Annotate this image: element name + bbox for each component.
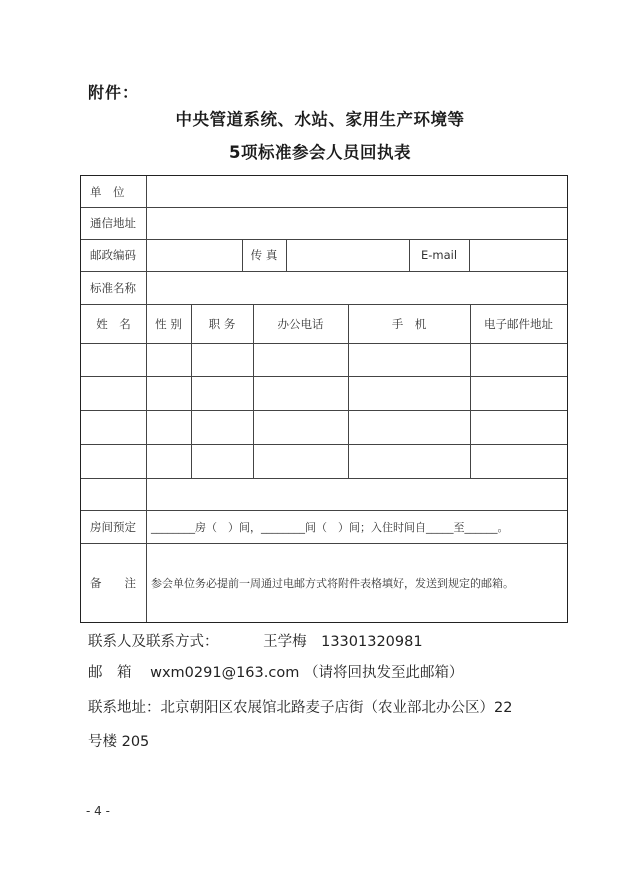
email-label: E-mail bbox=[420, 248, 458, 262]
room-reservation-label: 房间预定 bbox=[90, 519, 136, 534]
standard-name-label: 标准名称 bbox=[90, 280, 136, 295]
column-header-office-phone: 办公电话 bbox=[277, 316, 324, 331]
remarks-label: 备 注 bbox=[90, 575, 136, 590]
address-label: 通信地址 bbox=[90, 216, 136, 230]
document-title-line-1: 中央管道系统、水站、家用生产环境等 bbox=[175, 110, 465, 129]
row-divider bbox=[81, 478, 567, 479]
contact-email-label: 邮 箱 bbox=[88, 665, 132, 681]
contact-person-label: 联系人及联系方式： bbox=[88, 634, 219, 650]
fax-label: 传 真 bbox=[250, 248, 278, 262]
label-column-divider bbox=[146, 176, 147, 622]
remarks-text: 参会单位务必提前一周通过电邮方式将附件表格填好，发送到规定的邮箱。 bbox=[151, 576, 514, 590]
unit-label: 单 位 bbox=[90, 184, 125, 199]
contact-address-line-2: 号楼 205 bbox=[88, 734, 150, 750]
column-header-name: 姓 名 bbox=[96, 316, 131, 331]
row-divider bbox=[81, 410, 567, 411]
contact-email-line bbox=[88, 661, 463, 682]
row-divider bbox=[81, 343, 567, 344]
column-header-gender: 性 别 bbox=[155, 316, 182, 331]
postcode-row-divider bbox=[469, 239, 470, 271]
postcode-row-divider bbox=[286, 239, 287, 271]
postcode-label: 邮政编码 bbox=[90, 248, 136, 262]
room-reservation-text: ________房（ ）间，________间（ ）间；入住时间自_____至______。 bbox=[151, 520, 509, 534]
attachment-label: 附件： bbox=[88, 83, 140, 102]
page-number: - 4 - bbox=[86, 804, 110, 818]
row-divider bbox=[81, 271, 567, 272]
contact-email-value: wxm0291@163.com （请将回执发至此邮箱） bbox=[150, 665, 464, 681]
row-divider bbox=[81, 207, 567, 208]
column-header-position: 职 务 bbox=[208, 316, 236, 331]
column-header-email: 电子邮件地址 bbox=[484, 316, 553, 331]
column-header-mobile: 手 机 bbox=[391, 316, 427, 331]
row-divider bbox=[81, 444, 567, 445]
row-divider bbox=[81, 239, 567, 240]
document-title-line-2: 5项标准参会人员回执表 bbox=[229, 143, 411, 162]
contact-person-value: 王学梅 13301320981 bbox=[263, 634, 423, 650]
contact-address-line-1: 联系地址：北京朝阳区农展馆北路麦子店街（农业部北办公区）22 bbox=[88, 700, 513, 716]
registration-form-table bbox=[80, 175, 568, 623]
contact-person-line bbox=[88, 630, 423, 651]
row-divider bbox=[81, 376, 567, 377]
